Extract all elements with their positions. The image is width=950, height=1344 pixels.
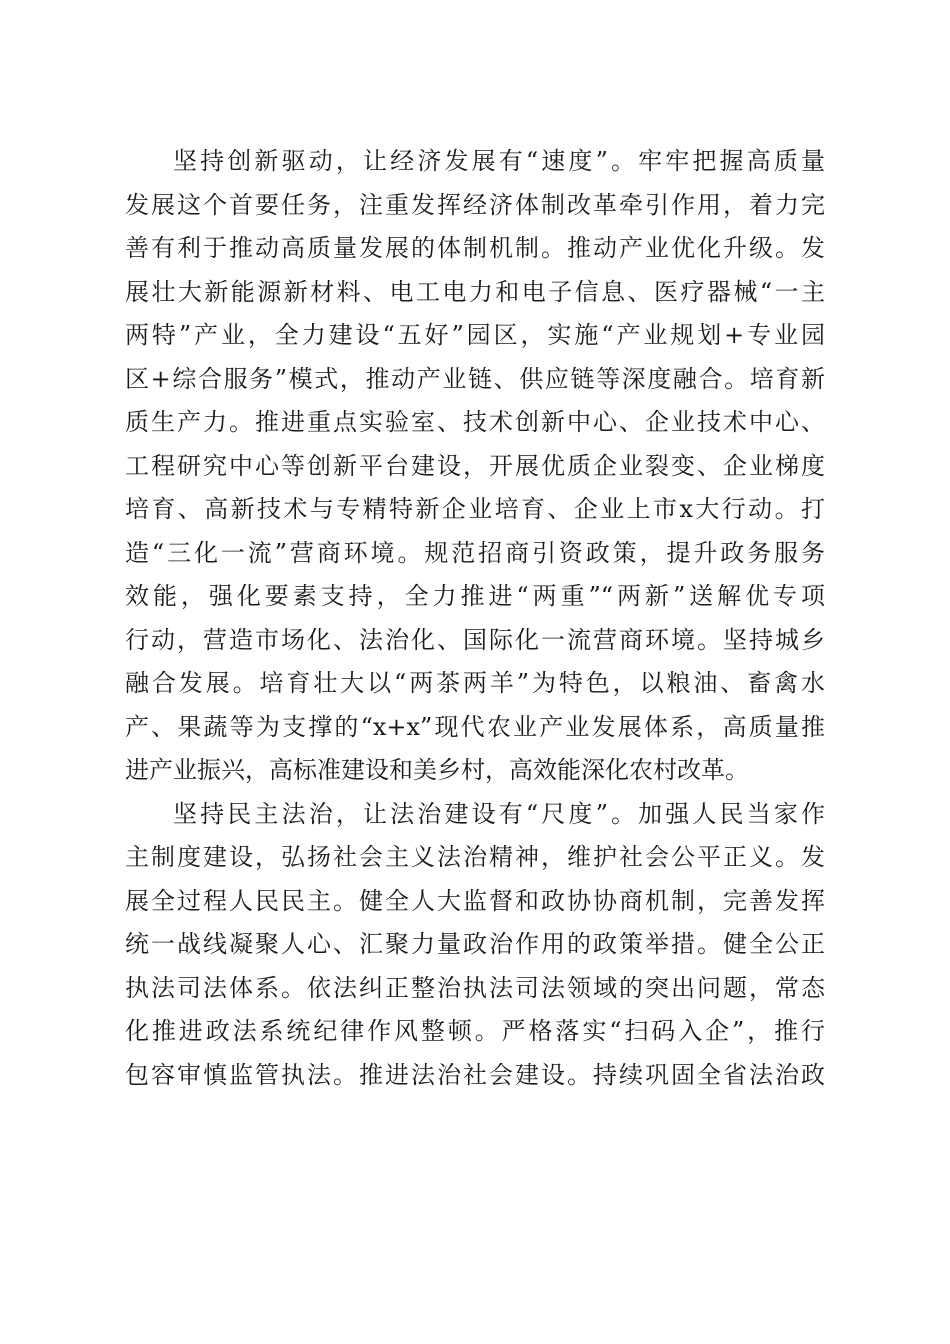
body-text (125, 140, 825, 1097)
text-line: 包容审慎监管执法。推进法治社会建设。持续巩固全省法治政 (125, 1060, 825, 1089)
text-line: 统一战线凝聚人心、汇聚力量政治作用的政策举措。健全公正 (125, 930, 825, 958)
text-line: 区+综合服务”模式，推动产业链、供应链等深度融合。培育新 (125, 364, 825, 393)
text-line: 行动，营造市场化、法治化、国际化一流营商环境。坚持城乡 (125, 625, 825, 654)
text-line: 两特”产业，全力建设“五好”园区，实施“产业规划+专业园 (125, 321, 825, 349)
text-line: 培育、高新技术与专精特新企业培育、企业上市x大行动。打 (125, 495, 825, 523)
text-line: 化推进政法系统纪律作风整顿。严格落实“扫码入企”，推行 (125, 1017, 825, 1045)
text-line: 产、果蔬等为支撑的“x+x”现代农业产业发展体系，高质量推 (125, 712, 825, 741)
text-line: 造“三化一流”营商环境。规范招商引资政策，提升政务服务 (125, 538, 825, 567)
text-line: 质生产力。推进重点实验室、技术创新中心、企业技术中心、 (125, 408, 825, 436)
text-line: 主制度建设，弘扬社会主义法治精神，维护社会公平正义。发 (125, 843, 825, 871)
text-line: 展全过程人民民主。健全人大监督和政协协商机制，完善发挥 (125, 886, 825, 915)
text-line: 融合发展。培育壮大以“两茶两羊”为特色，以粮油、畜禽水 (125, 669, 825, 697)
paragraph-rule-of-law (125, 793, 825, 1098)
text-line: 善有利于推动高质量发展的体制机制。推动产业优化升级。发 (125, 234, 825, 262)
text-line: 工程研究中心等创新平台建设，开展优质企业裂变、企业梯度 (125, 451, 825, 480)
text-line: 发展这个首要任务，注重发挥经济体制改革牵引作用，着力完 (125, 190, 825, 219)
text-line: 坚持民主法治，让法治建设有“尺度”。加强人民当家作 (173, 799, 825, 828)
paragraph-innovation (125, 140, 825, 793)
text-line: 展壮大新能源新材料、电工电力和电子信息、医疗器械“一主 (125, 277, 825, 306)
text-line: 坚持创新驱动，让经济发展有“速度”。牢牢把握高质量 (173, 147, 825, 175)
text-line: 进产业振兴，高标准建设和美乡村，高效能深化农村改革。 (125, 756, 749, 784)
text-line: 效能，强化要素支持，全力推进“两重”“两新”送解优专项 (125, 582, 825, 610)
text-line: 执法司法体系。依法纠正整治执法司法领域的突出问题，常态 (125, 973, 825, 1002)
